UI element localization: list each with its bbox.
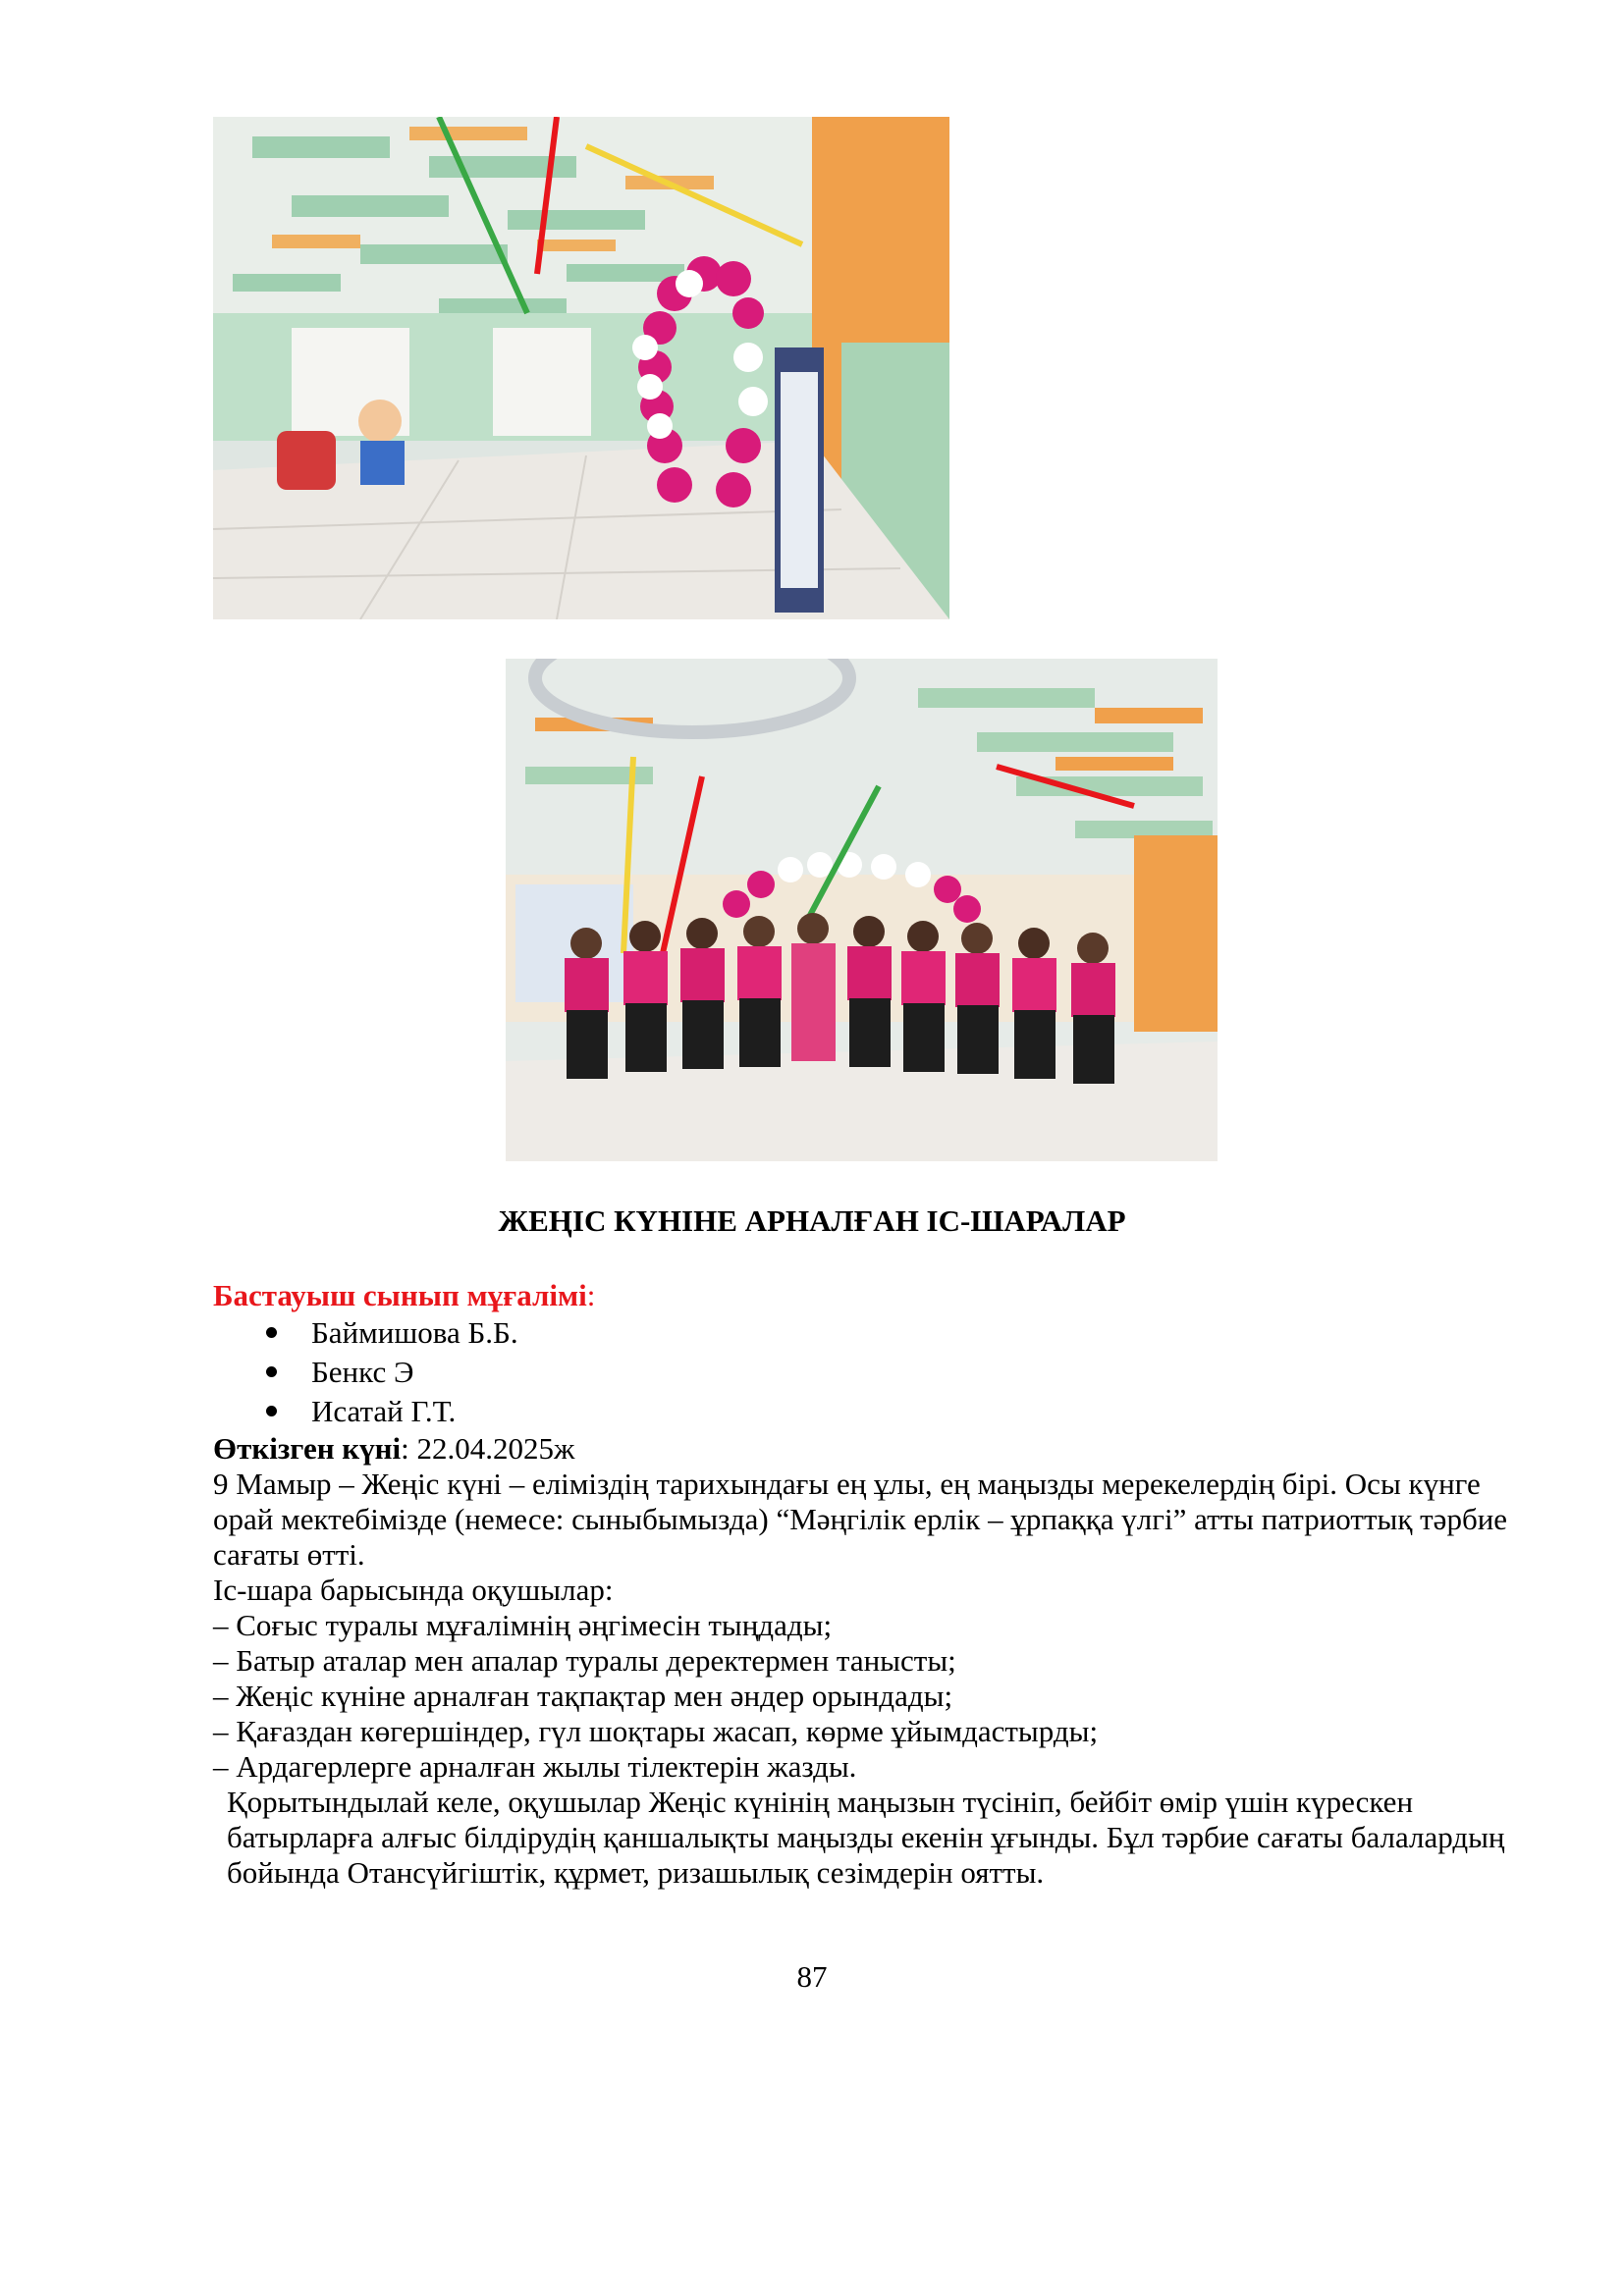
bullet-icon xyxy=(266,1327,277,1338)
activity-item: – Ардагерлерге арналған жылы тілектерін жазды. xyxy=(213,1749,857,1784)
intro-paragraph: 9 Мамыр – Жеңіс күні – еліміздің тарихындағы ең ұлы, ең маңызды мерекелердің бірі. Осы күнге орай мектебімізде (немесе: сыныбымызда) “Мәңгілік ерлік – ұрпаққа үлгі” атты патриоттық тәрбие сағаты өтті. xyxy=(213,1467,1508,1572)
activity-item: – Қағаздан көгершіндер, гүл шоқтары жасап, көрме ұйымдастырды; xyxy=(213,1714,1099,1748)
date-value: : 22.04.2025ж xyxy=(401,1431,575,1466)
teachers-list xyxy=(213,1313,1519,1431)
activity-item: – Соғыс туралы мұғалімнің әңгімесін тыңдады; xyxy=(213,1608,833,1642)
activities-heading: Іс-шара барысында оқушылар: xyxy=(213,1573,614,1607)
hallway-decoration-image xyxy=(213,117,949,619)
role-label: Бастауыш сынып мұғалімі xyxy=(213,1278,587,1312)
bullet-icon xyxy=(266,1366,277,1377)
activity-item: – Жеңіс күніне арналған тақпақтар мен әндер орындады; xyxy=(213,1679,953,1713)
section-title: ЖЕҢІС КҮНІНЕ АРНАЛҒАН ІС-ШАРАЛАР xyxy=(498,1203,1126,1238)
teacher-name: Баймишова Б.Б. xyxy=(311,1315,518,1350)
role-line xyxy=(213,1278,1519,1313)
activity-item: – Батыр аталар мен апалар туралы деректермен танысты; xyxy=(213,1643,956,1678)
date-label: Өткізген күні xyxy=(213,1431,402,1466)
page-number: 87 xyxy=(796,1959,828,1994)
bullet-icon xyxy=(266,1406,277,1416)
teachers-group-photo xyxy=(506,659,1218,1161)
teacher-list-item xyxy=(213,1353,1519,1392)
document-body xyxy=(213,1278,1519,1891)
conclusion-paragraph: Қорытындылай келе, оқушылар Жеңіс күнінің маңызын түсініп, бейбіт өмір үшін күрескен батырларға алғыс білдірудің қаншалықты маңызды екенін ұғынды. Бұл тәрбие сағаты балалардың бойында Отансүйгіштік, құрмет, ризашылық сезімдерін оятты. xyxy=(227,1785,1505,1890)
teacher-list-item xyxy=(213,1313,1519,1353)
teacher-list-item xyxy=(213,1392,1519,1431)
teacher-name: Исатай Г.Т. xyxy=(311,1394,457,1428)
date-line xyxy=(213,1431,1519,1467)
role-colon: : xyxy=(586,1278,596,1312)
hallway-decoration-photo xyxy=(213,117,949,619)
teacher-name: Бенкс Э xyxy=(311,1355,414,1389)
teachers-group-image xyxy=(506,659,1218,1161)
